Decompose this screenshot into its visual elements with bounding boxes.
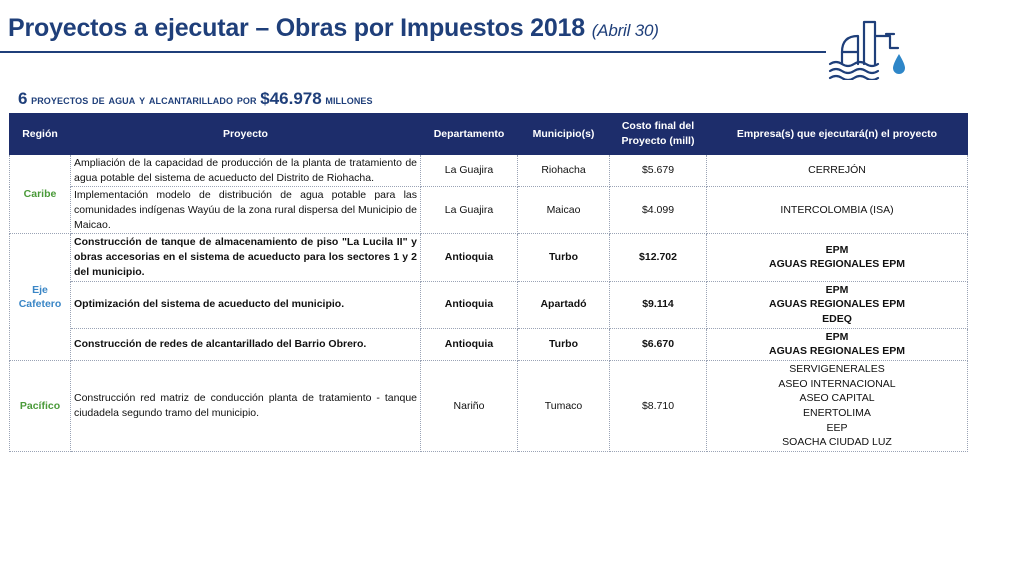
departamento-cell: La Guajira	[421, 155, 518, 187]
table-header-row	[10, 114, 968, 155]
empresa-name: EPM	[825, 330, 849, 343]
project-cell: Construcción de tanque de almacenamiento de piso "La Lucila II" y obras accesorias en el sistema de acueducto para los sectores 1 y 2 del municipio.	[71, 234, 421, 281]
region-cell: Eje Cafetero	[10, 234, 71, 361]
municipio-cell: Riohacha	[518, 155, 610, 187]
table-row	[10, 234, 968, 281]
project-cell: Ampliación de la capacidad de producción de la planta de tratamiento de agua potable del sistema de acueducto del Distrito de Riohacha.	[71, 155, 421, 187]
departamento-cell: Antioquia	[421, 328, 518, 360]
empresas-cell	[707, 187, 968, 234]
costo-cell: $6.670	[610, 328, 707, 360]
header-costo: Costo final del Proyecto (mill)	[610, 114, 707, 155]
empresas-cell	[707, 360, 968, 451]
region-cell: Caribe	[10, 155, 71, 234]
water-plant-icon	[828, 14, 912, 80]
empresa-name: EEP	[826, 421, 848, 434]
empresas-cell	[707, 328, 968, 360]
empresa-name: AGUAS REGIONALES EPM	[769, 258, 905, 271]
empresa-name: EPM	[825, 243, 849, 256]
empresa-name: AGUAS REGIONALES EPM	[769, 345, 905, 358]
project-cell: Implementación modelo de distribución de agua potable para las comunidades indígenas Wayúu de la zona rural dispersa del Municipio de Maicao.	[71, 187, 421, 234]
header-proyecto: Proyecto	[71, 114, 421, 155]
empresa-name: SOACHA CIUDAD LUZ	[782, 436, 892, 449]
amount-unit: millones	[325, 92, 373, 107]
header-departamento: Departamento	[421, 114, 518, 155]
departamento-cell: Antioquia	[421, 234, 518, 281]
header-municipio: Municipio(s)	[518, 114, 610, 155]
region-cell: Pacífico	[10, 360, 71, 451]
project-count: 6	[18, 89, 28, 108]
municipio-cell: Apartadó	[518, 281, 610, 328]
table-row	[10, 328, 968, 360]
empresa-name: AGUAS REGIONALES EPM	[769, 298, 905, 311]
header-region: Región	[10, 114, 71, 155]
empresa-name: ENERTOLIMA	[803, 407, 871, 419]
section-subtitle	[18, 89, 373, 109]
costo-cell: $12.702	[610, 234, 707, 281]
costo-cell: $5.679	[610, 155, 707, 187]
title-underline	[0, 51, 826, 53]
costo-cell: $8.710	[610, 360, 707, 451]
empresa-name: INTERCOLOMBIA (ISA)	[780, 204, 894, 217]
header-empresas: Empresa(s) que ejecutará(n) el proyecto	[707, 114, 968, 155]
project-cell: Optimización del sistema de acueducto del municipio.	[71, 281, 421, 328]
costo-cell: $9.114	[610, 281, 707, 328]
departamento-cell: Nariño	[421, 360, 518, 451]
municipio-cell: Tumaco	[518, 360, 610, 451]
projects-table	[9, 113, 968, 452]
empresas-cell	[707, 281, 968, 328]
page-title	[8, 14, 659, 43]
table-row	[10, 187, 968, 234]
costo-cell: $4.099	[610, 187, 707, 234]
empresa-name: ASEO INTERNACIONAL	[778, 377, 896, 390]
project-cell: Construcción red matriz de conducción planta de tratamiento - tanque ciudadela segundo tramo del municipio.	[71, 360, 421, 451]
municipio-cell: Turbo	[518, 234, 610, 281]
title-text: Proyectos a ejecutar – Obras por Impuestos 2018	[8, 14, 585, 42]
departamento-cell: La Guajira	[421, 187, 518, 234]
municipio-cell: Turbo	[518, 328, 610, 360]
departamento-cell: Antioquia	[421, 281, 518, 328]
total-amount: $46.978	[260, 89, 322, 108]
table-row	[10, 155, 968, 187]
project-cell: Construcción de redes de alcantarillado del Barrio Obrero.	[71, 328, 421, 360]
empresa-name: SERVIGENERALES	[789, 362, 885, 375]
empresas-cell	[707, 234, 968, 281]
empresa-name: CERREJÓN	[808, 164, 866, 177]
table-row	[10, 281, 968, 328]
title-date: (Abril 30)	[591, 21, 659, 40]
empresa-name: ASEO CAPITAL	[799, 392, 875, 405]
municipio-cell: Maicao	[518, 187, 610, 234]
table-row	[10, 360, 968, 451]
empresas-cell	[707, 155, 968, 187]
empresa-name: EDEQ	[822, 312, 852, 325]
empresa-name: EPM	[825, 283, 849, 296]
subtitle-text: proyectos de agua y alcantarillado por	[31, 92, 257, 107]
